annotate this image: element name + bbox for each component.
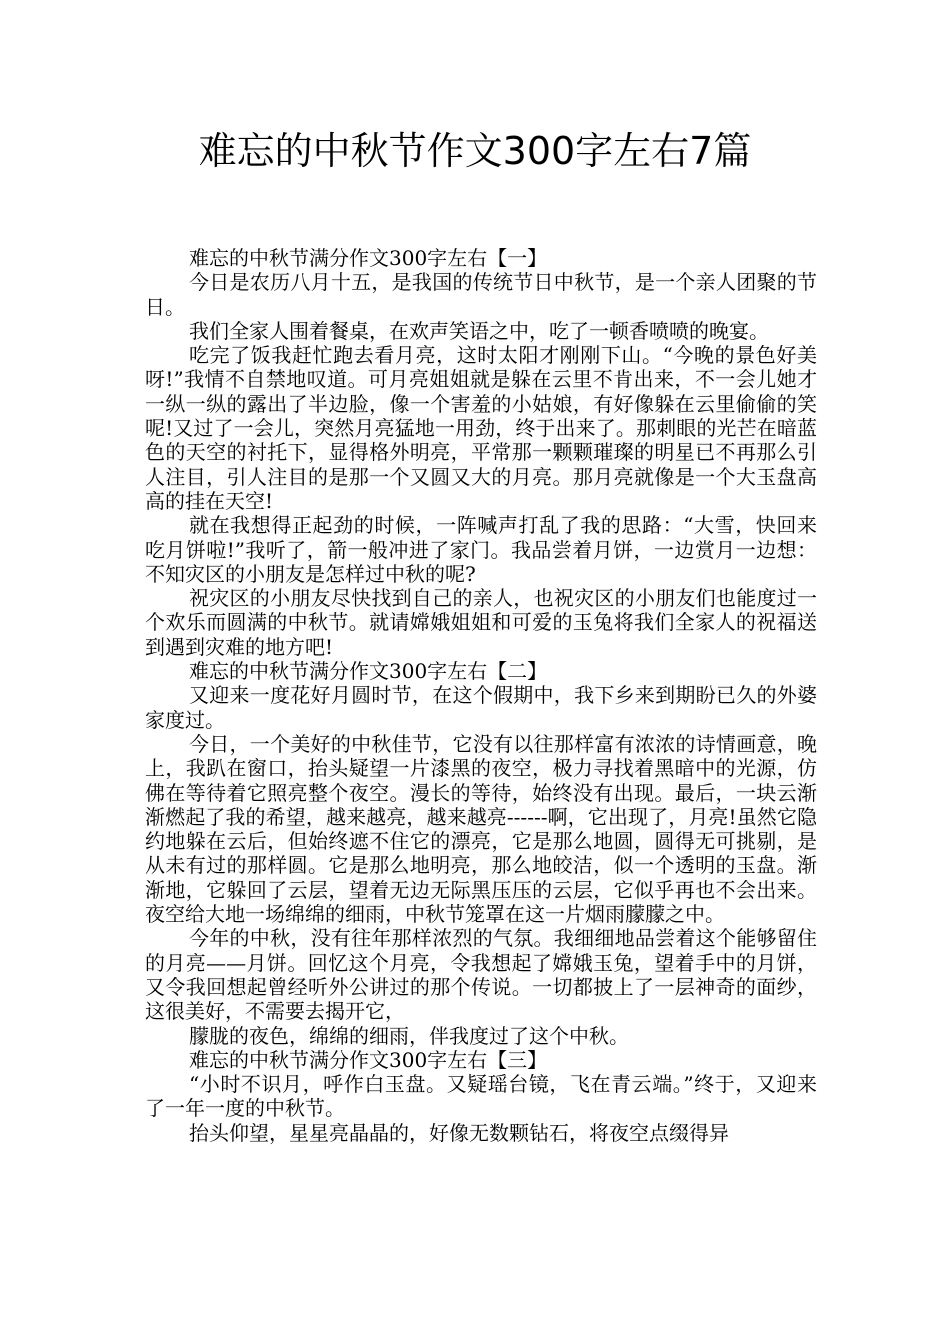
document-body	[145, 246, 817, 1145]
paragraph: 祝灾区的小朋友尽快找到自己的亲人，也祝灾区的小朋友们也能度过一个欢乐而圆满的中秋节。就请嫦娥姐姐和可爱的玉兔将我们全家人的祝福送到遇到灾难的地方吧!	[145, 586, 817, 659]
section-heading-1: 难忘的中秋节满分作文300字左右【一】	[189, 246, 548, 270]
paragraph: 今日是农历八月十五，是我国的传统节日中秋节，是一个亲人团聚的节日。	[145, 270, 817, 319]
paragraph: 朦胧的夜色，绵绵的细雨，伴我度过了这个中秋。	[189, 1023, 629, 1048]
section-heading-3: 难忘的中秋节满分作文300字左右【三】	[189, 1047, 548, 1072]
document-title: 难忘的中秋节作文300字左右7篇	[198, 129, 752, 173]
paragraph: 今年的中秋，没有往年那样浓烈的气氛。我细细地品尝着这个能够留住的月亮——月饼。回忆这个月亮，令我想起了嫦娥玉兔，望着手中的月饼，又令我回想起曾经听外公讲过的那个传说。一切都披上了一层神奇的面纱，这很美好，不需要去揭开它，	[145, 926, 817, 1024]
paragraph: 抬头仰望，星星亮晶晶的，好像无数颗钻石，将夜空点缀得异	[189, 1120, 729, 1145]
paragraph: “小时不识月，呼作白玉盘。又疑瑶台镜，飞在青云端。”终于，又迎来了一年一度的中秋节。	[145, 1072, 817, 1121]
paragraph: 就在我想得正起劲的时候，一阵喊声打乱了我的思路：“大雪，快回来吃月饼啦!”我听了，箭一般冲进了家门。我品尝着月饼，一边赏月一边想：不知灾区的小朋友是怎样过中秋的呢?	[145, 513, 817, 586]
paragraph: 今日，一个美好的中秋佳节，它没有以往那样富有浓浓的诗情画意，晚上，我趴在窗口，抬头疑望一片漆黑的夜空，极力寻找着黑暗中的光源，仿佛在等待着它照亮整个夜空。漫长的等待，始终没有出现。最后，一块云渐渐燃起了我的希望，越来越亮，越来越亮------啊，它出现了，月亮!虽然它隐约地躲在云后，但始终遮不住它的漂亮，它是那么地圆，圆得无可挑剔，是从未有过的那样圆。它是那么地明亮，那么地皎洁，似一个透明的玉盘。渐渐地，它躲回了云层，望着无边无际黑压压的云层，它似乎再也不会出来。夜空给大地一场绵绵的细雨，中秋节笼罩在这一片烟雨朦朦之中。	[145, 731, 817, 927]
section-heading-2: 难忘的中秋节满分作文300字左右【二】	[189, 659, 548, 684]
paragraph: 吃完了饭我赶忙跑去看月亮，这时太阳才刚刚下山。“今晚的景色好美呀!”我情不自禁地叹道。可月亮姐姐就是躲在云里不肯出来，不一会儿她才一纵一纵的露出了半边脸，像一个害羞的小姑娘，有好像躲在云里偷偷的笑呢!又过了一会儿，突然月亮猛地一用劲，终于出来了。那刺眼的光芒在暗蓝色的天空的衬托下，显得格外明亮，平常那一颗颗璀璨的明星已不再那么引人注目，引人注目的是那一个又圆又大的月亮。那月亮就像是一个大玉盘高高的挂在天空!	[145, 343, 817, 513]
paragraph: 我们全家人围着餐桌，在欢声笑语之中，吃了一顿香喷喷的晚宴。	[189, 318, 769, 343]
paragraph: 又迎来一度花好月圆时节，在这个假期中，我下乡来到期盼已久的外婆家度过。	[145, 683, 817, 732]
